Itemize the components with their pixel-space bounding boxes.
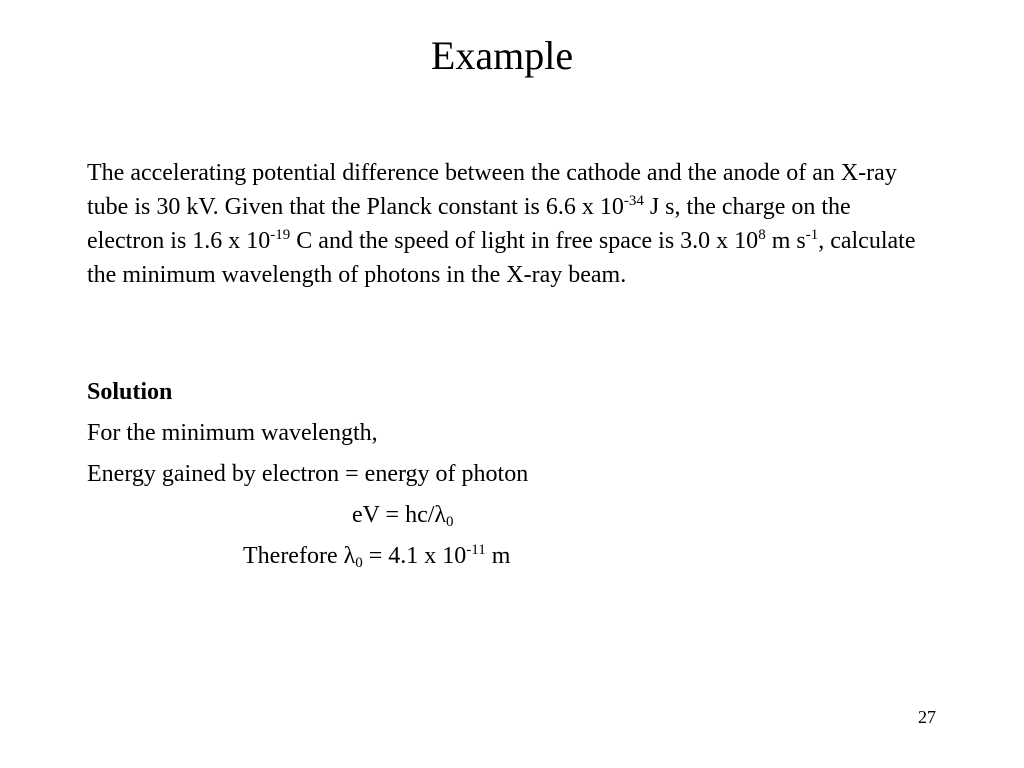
equation-energy-text: eV = hc/λ [352, 502, 447, 528]
problem-statement [87, 156, 927, 292]
problem-text-1: The accelerating potential difference between the cathode and the anode of an X-ray tube is 30 kV. Given that the Planck constant is 6.6 x 10 [87, 160, 897, 220]
solution-line-2: Energy gained by electron = energy of photon [87, 461, 529, 487]
speed-exponent: 8 [758, 227, 766, 243]
lambda-subscript-result: 0 [355, 555, 363, 571]
equation-result [243, 541, 510, 571]
unit-exponent: -1 [805, 227, 819, 243]
slide-title: Example [430, 33, 574, 78]
planck-exponent: -34 [623, 193, 644, 209]
equation-energy [352, 500, 454, 530]
page-number: 27 [918, 707, 936, 727]
result-exponent: -11 [466, 542, 486, 558]
solution-heading: Solution [87, 379, 173, 405]
charge-exponent: -19 [270, 227, 291, 243]
problem-text-5: , calculate the minimum wavelength of photons in the X-ray beam. [87, 228, 916, 288]
lambda-subscript: 0 [446, 514, 454, 530]
equation-result-prefix: Therefore λ [243, 543, 356, 569]
problem-text-3: C and the speed of light in free space is 3.0 x 10 [290, 228, 759, 254]
equation-result-unit: m [485, 543, 511, 569]
equation-result-value: = 4.1 x 10 [362, 543, 467, 569]
solution-line-1: For the minimum wavelength, [87, 420, 378, 446]
problem-text-4: m s [765, 228, 806, 254]
problem-text-2: J s, the charge on the electron is 1.6 x 10 [87, 194, 851, 254]
